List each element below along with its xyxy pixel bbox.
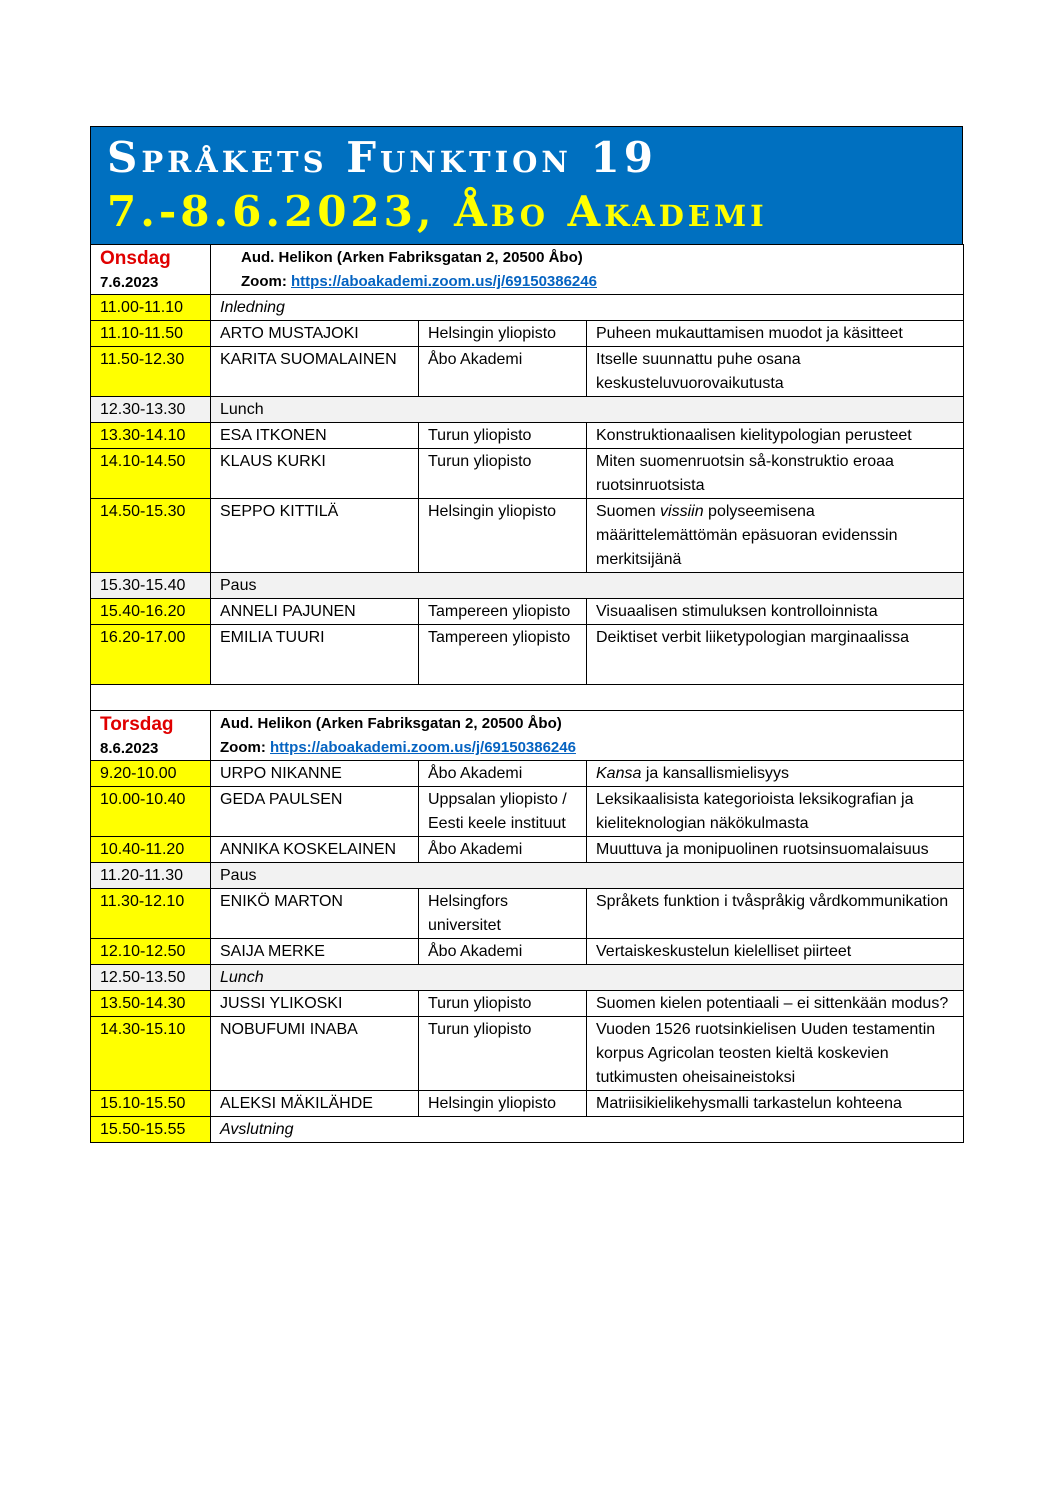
day-separator <box>91 685 964 711</box>
time-cell: 11.10-11.50 <box>91 321 211 347</box>
speaker-cell: ALEKSI MÄKILÄHDE <box>211 1091 419 1117</box>
schedule-row <box>91 449 964 499</box>
time-cell: 14.50-15.30 <box>91 499 211 573</box>
time-cell: 10.00-10.40 <box>91 787 211 837</box>
university-cell: Helsingin yliopisto <box>419 499 587 573</box>
speaker-cell: ENIKÖ MARTON <box>211 889 419 939</box>
schedule-row <box>91 321 964 347</box>
talk-title-cell: Deiktiset verbit liiketypologian marginaalissa <box>587 625 964 685</box>
time-cell: 11.20-11.30 <box>91 863 211 889</box>
time-cell: 11.50-12.30 <box>91 347 211 397</box>
talk-title-cell: Suomen kielen potentiaali – ei sittenkään modus? <box>587 991 964 1017</box>
talk-title-emphasis: Kansa <box>596 765 642 782</box>
speaker-cell: SEPPO KITTILÄ <box>211 499 419 573</box>
schedule-row <box>91 423 964 449</box>
talk-title-cell: Leksikaalisista kategorioista leksikografian ja kieliteknologian näkökulmasta <box>587 787 964 837</box>
speaker-cell: NOBUFUMI INABA <box>211 1017 419 1091</box>
day-date: 8.6.2023 <box>100 740 159 757</box>
university-cell: Åbo Akademi <box>419 939 587 965</box>
schedule-row <box>91 347 964 397</box>
schedule-row <box>91 761 964 787</box>
university-cell: Turun yliopisto <box>419 1017 587 1091</box>
session-label: Inledning <box>211 295 964 321</box>
talk-title-cell: Vertaiskeskustelun kielelliset piirteet <box>587 939 964 965</box>
time-cell: 10.40-11.20 <box>91 837 211 863</box>
talk-title-cell: Visuaalisen stimuluksen kontrolloinnista <box>587 599 964 625</box>
talk-title-cell: Muuttuva ja monipuolinen ruotsinsuomalaisuus <box>587 837 964 863</box>
talk-title-cell: Itselle suunnattu puhe osana keskusteluvuorovaikutusta <box>587 347 964 397</box>
day-header-1 <box>91 245 964 295</box>
talk-title-cell: Vuoden 1526 ruotsinkielisen Uuden testamentin korpus Agricolan teosten kieltä koskevien tutkimusten oheisaineistoksi <box>587 1017 964 1091</box>
time-cell: 15.10-15.50 <box>91 1091 211 1117</box>
zoom-link[interactable]: https://aboakademi.zoom.us/j/69150386246 <box>270 739 576 756</box>
university-cell: Helsingin yliopisto <box>419 321 587 347</box>
speaker-cell: ANNELI PAJUNEN <box>211 599 419 625</box>
venue-cell <box>211 245 964 295</box>
schedule-row <box>91 1117 964 1143</box>
separator-cell <box>91 685 964 711</box>
schedule-row <box>91 573 964 599</box>
time-cell: 13.50-14.30 <box>91 991 211 1017</box>
time-cell: 15.40-16.20 <box>91 599 211 625</box>
time-cell: 12.10-12.50 <box>91 939 211 965</box>
talk-title-cell <box>587 499 964 573</box>
title-banner <box>90 126 963 244</box>
speaker-cell: KLAUS KURKI <box>211 449 419 499</box>
talk-title-emphasis: vissiin <box>660 503 704 520</box>
time-cell: 15.50-15.55 <box>91 1117 211 1143</box>
session-label: Lunch <box>211 397 964 423</box>
schedule-row <box>91 599 964 625</box>
venue-cell <box>211 711 964 761</box>
schedule-row <box>91 837 964 863</box>
time-cell: 16.20-17.00 <box>91 625 211 685</box>
speaker-cell: ESA ITKONEN <box>211 423 419 449</box>
speaker-cell: ANNIKA KOSKELAINEN <box>211 837 419 863</box>
talk-title-pre: Suomen <box>596 503 661 520</box>
zoom-link[interactable]: https://aboakademi.zoom.us/j/69150386246 <box>291 273 597 290</box>
university-cell: Tampereen yliopisto <box>419 599 587 625</box>
university-cell: Helsingin yliopisto <box>419 1091 587 1117</box>
speaker-cell: KARITA SUOMALAINEN <box>211 347 419 397</box>
time-cell: 11.00-11.10 <box>91 295 211 321</box>
schedule-row <box>91 499 964 573</box>
talk-title-cell: Puheen mukauttamisen muodot ja käsitteet <box>587 321 964 347</box>
schedule-row <box>91 397 964 423</box>
speaker-cell: URPO NIKANNE <box>211 761 419 787</box>
talk-title-cell: Miten suomenruotsin så-konstruktio eroaa ruotsinruotsista <box>587 449 964 499</box>
session-label: Avslutning <box>211 1117 964 1143</box>
university-cell: Turun yliopisto <box>419 423 587 449</box>
time-cell: 15.30-15.40 <box>91 573 211 599</box>
talk-title-post: polyseemisena määrittelemättömän epäsuoran evidenssin merkitsijänä <box>596 503 898 568</box>
event-dates-location: 7.-8.6.2023, Åbo Akademi <box>107 187 768 236</box>
university-cell: Uppsalan yliopisto / Eesti keele instituut <box>419 787 587 837</box>
speaker-cell: ARTO MUSTAJOKI <box>211 321 419 347</box>
talk-title-post: ja kansallismielisyys <box>641 765 789 782</box>
speaker-cell: GEDA PAULSEN <box>211 787 419 837</box>
time-cell: 14.10-14.50 <box>91 449 211 499</box>
schedule-row <box>91 1017 964 1091</box>
day-date: 7.6.2023 <box>100 274 159 291</box>
venue-text: Aud. Helikon (Arken Fabriksgatan 2, 20500 Åbo) <box>241 249 583 266</box>
session-label: Paus <box>211 573 964 599</box>
time-cell: 12.30-13.30 <box>91 397 211 423</box>
university-cell: Turun yliopisto <box>419 991 587 1017</box>
schedule-table <box>90 244 964 1143</box>
speaker-cell: JUSSI YLIKOSKI <box>211 991 419 1017</box>
day-header-2 <box>91 711 964 761</box>
university-cell: Åbo Akademi <box>419 761 587 787</box>
schedule-row <box>91 863 964 889</box>
university-cell: Helsingfors universitet <box>419 889 587 939</box>
talk-title-cell: Matriisikielikehysmalli tarkastelun kohteena <box>587 1091 964 1117</box>
schedule-row <box>91 991 964 1017</box>
time-cell: 13.30-14.10 <box>91 423 211 449</box>
university-cell: Åbo Akademi <box>419 347 587 397</box>
time-cell: 14.30-15.10 <box>91 1017 211 1091</box>
schedule-sheet <box>90 126 963 1143</box>
day-cell <box>91 245 211 295</box>
event-title: Språkets Funktion 19 <box>107 133 657 182</box>
session-label: Paus <box>211 863 964 889</box>
university-cell: Tampereen yliopisto <box>419 625 587 685</box>
university-cell: Åbo Akademi <box>419 837 587 863</box>
schedule-row <box>91 889 964 939</box>
time-cell: 9.20-10.00 <box>91 761 211 787</box>
schedule-row <box>91 625 964 685</box>
schedule-row <box>91 939 964 965</box>
zoom-label: Zoom: <box>220 739 266 756</box>
zoom-label: Zoom: <box>241 273 287 290</box>
talk-title-cell: Konstruktionaalisen kielitypologian perusteet <box>587 423 964 449</box>
venue-text: Aud. Helikon (Arken Fabriksgatan 2, 20500 Åbo) <box>220 715 562 732</box>
day-cell <box>91 711 211 761</box>
university-cell: Turun yliopisto <box>419 449 587 499</box>
speaker-cell: SAIJA MERKE <box>211 939 419 965</box>
zoom-line <box>220 736 955 760</box>
schedule-row <box>91 965 964 991</box>
time-cell: 11.30-12.10 <box>91 889 211 939</box>
time-cell: 12.50-13.50 <box>91 965 211 991</box>
schedule-row <box>91 787 964 837</box>
talk-title-cell <box>587 761 964 787</box>
schedule-row <box>91 1091 964 1117</box>
zoom-line <box>241 270 955 294</box>
session-label: Lunch <box>211 965 964 991</box>
day-name: Torsdag <box>100 714 174 735</box>
day-name: Onsdag <box>100 248 171 269</box>
speaker-cell: EMILIA TUURI <box>211 625 419 685</box>
schedule-row <box>91 295 964 321</box>
talk-title-cell: Språkets funktion i tvåspråkig vårdkommunikation <box>587 889 964 939</box>
